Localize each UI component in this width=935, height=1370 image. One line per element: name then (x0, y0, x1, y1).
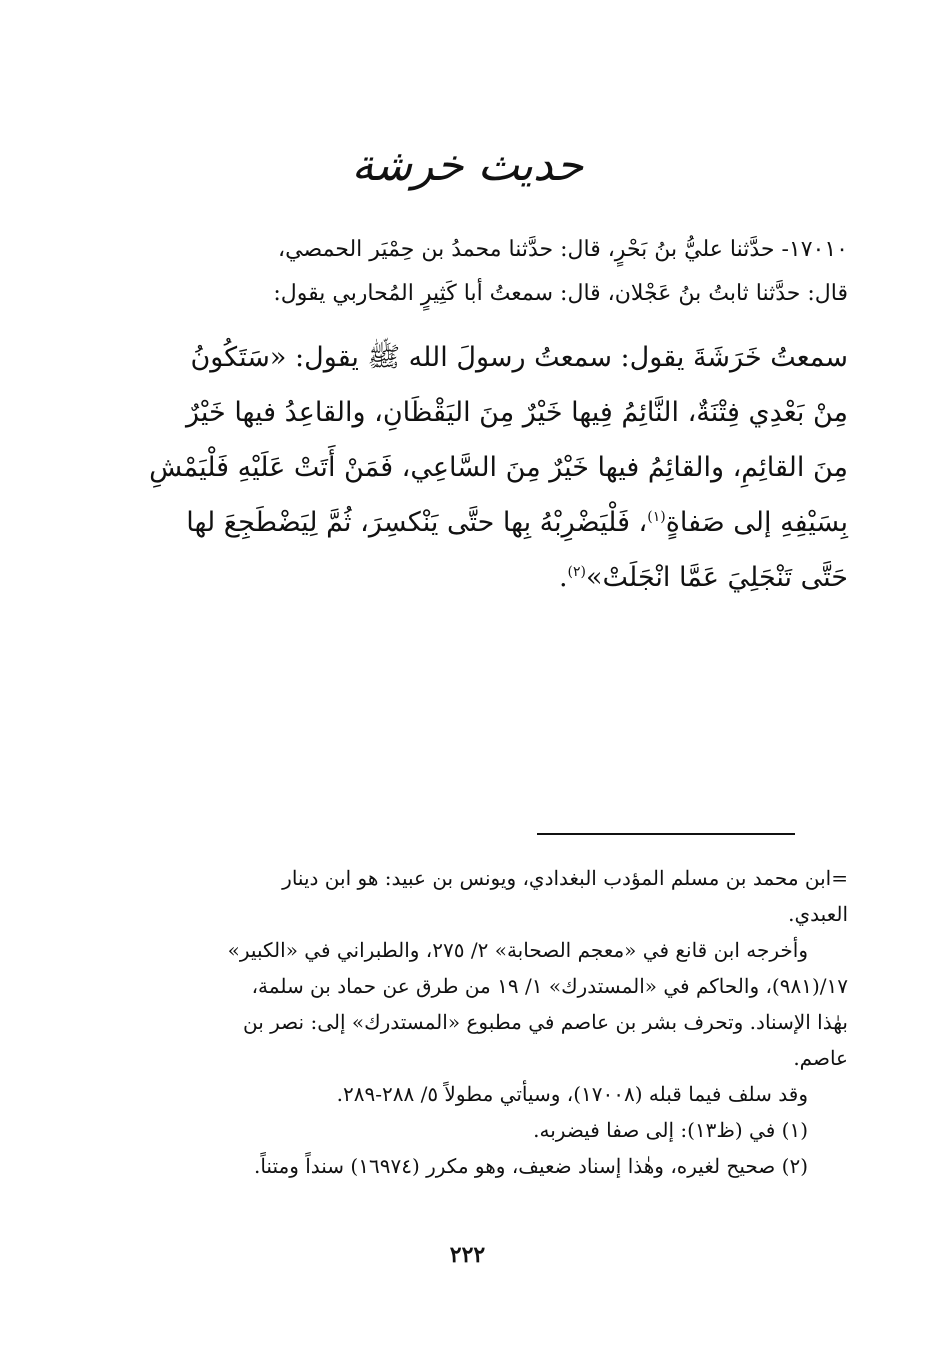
footnote-line: عاصم. (793, 1046, 848, 1070)
page-number: ٢٢٢ (449, 1242, 486, 1268)
hadith-line: مِنَ القائِمِ، والقائِمُ فيها خَيْرٌ مِنَ السَّاعِي، فَمَنْ أَتَتْ عَلَيْهِ فَلْيَمْشِ (149, 452, 848, 483)
chapter-heading: حديث خرشة (351, 140, 584, 191)
isnad-line: قال: حدَّثنا ثابتُ بنُ عَجْلان، قال: سمعتُ أبا كَثِيرٍ المُحاربي يقول: (273, 281, 848, 306)
footnote-line: ١٧/(٩٨١)، والحاكم في «المستدرك» ١/ ١٩ من طرق عن حماد بن سلمة، (251, 974, 848, 998)
footnote-marker: (٢) (567, 564, 587, 580)
hadith-text-segment: بِسَيْفِهِ إلى صَفاةٍ (665, 507, 848, 538)
hadith-line (88, 495, 848, 550)
footnote-line: العبدي. (788, 902, 848, 926)
footnote-line: =ابن محمد بن مسلم المؤدب البغدادي، ويونس بن عبيد: هو ابن دينار (282, 866, 848, 890)
isnad-paragraph (88, 228, 848, 316)
hadith-line (88, 550, 848, 605)
footnotes (88, 860, 848, 1184)
isnad-line: ١٧٠١٠- حدَّثنا عليُّ بنُ بَحْرٍ، قال: حدَّثنا محمدُ بن حِمْيَر الحمصي، (278, 237, 848, 262)
hadith-text-segment: . (558, 562, 568, 593)
footnote-marker: (١) (647, 509, 666, 525)
hadith-line: سمعتُ خَرَشَةَ يقول: سمعتُ رسولَ الله ﷺ يقول: «سَتَكُونُ (190, 342, 848, 373)
footnote-line: بهٰذا الإسناد. وتحرف بشر بن عاصم في مطبوع «المستدرك» إلى: نصر بن (243, 1010, 848, 1034)
footnote-2: (٢) صحيح لغيره، وهٰذا إسناد ضعيف، وهو مكرر (١٦٩٧٤) سنداً ومتناً. (253, 1154, 808, 1178)
hadith-text-segment: حَتَّى تَنْجَلِيَ عَمَّا انْجَلَتْ» (586, 562, 848, 593)
hadith-line: مِنْ بَعْدِي فِتْنَةٌ، النَّائِمُ فِيها خَيْرٌ مِنَ اليَقْظَانِ، والقاعِدُ فيها خَيْرٌ (186, 397, 848, 428)
hadith-text (88, 330, 848, 605)
footnote-divider (537, 833, 795, 835)
footnote-line: وأخرجه ابن قانع في «معجم الصحابة» ٢/ ٢٧٥، والطبراني في «الكبير» (227, 938, 808, 962)
footnote-line: وقد سلف فيما قبله (١٧٠٠٨)، وسيأتي مطولاً ٥/ ٢٨٨-٢٨٩. (336, 1082, 808, 1106)
hadith-text-segment: ، فَلْيَضْرِبْهُ بِها حتَّى يَنْكسِرَ، ثُمَّ لِيَضْطَجِعَ لها (186, 507, 648, 538)
footnote-1: (١) في (ظ١٣): إلى صفا فيضربه. (533, 1118, 808, 1142)
